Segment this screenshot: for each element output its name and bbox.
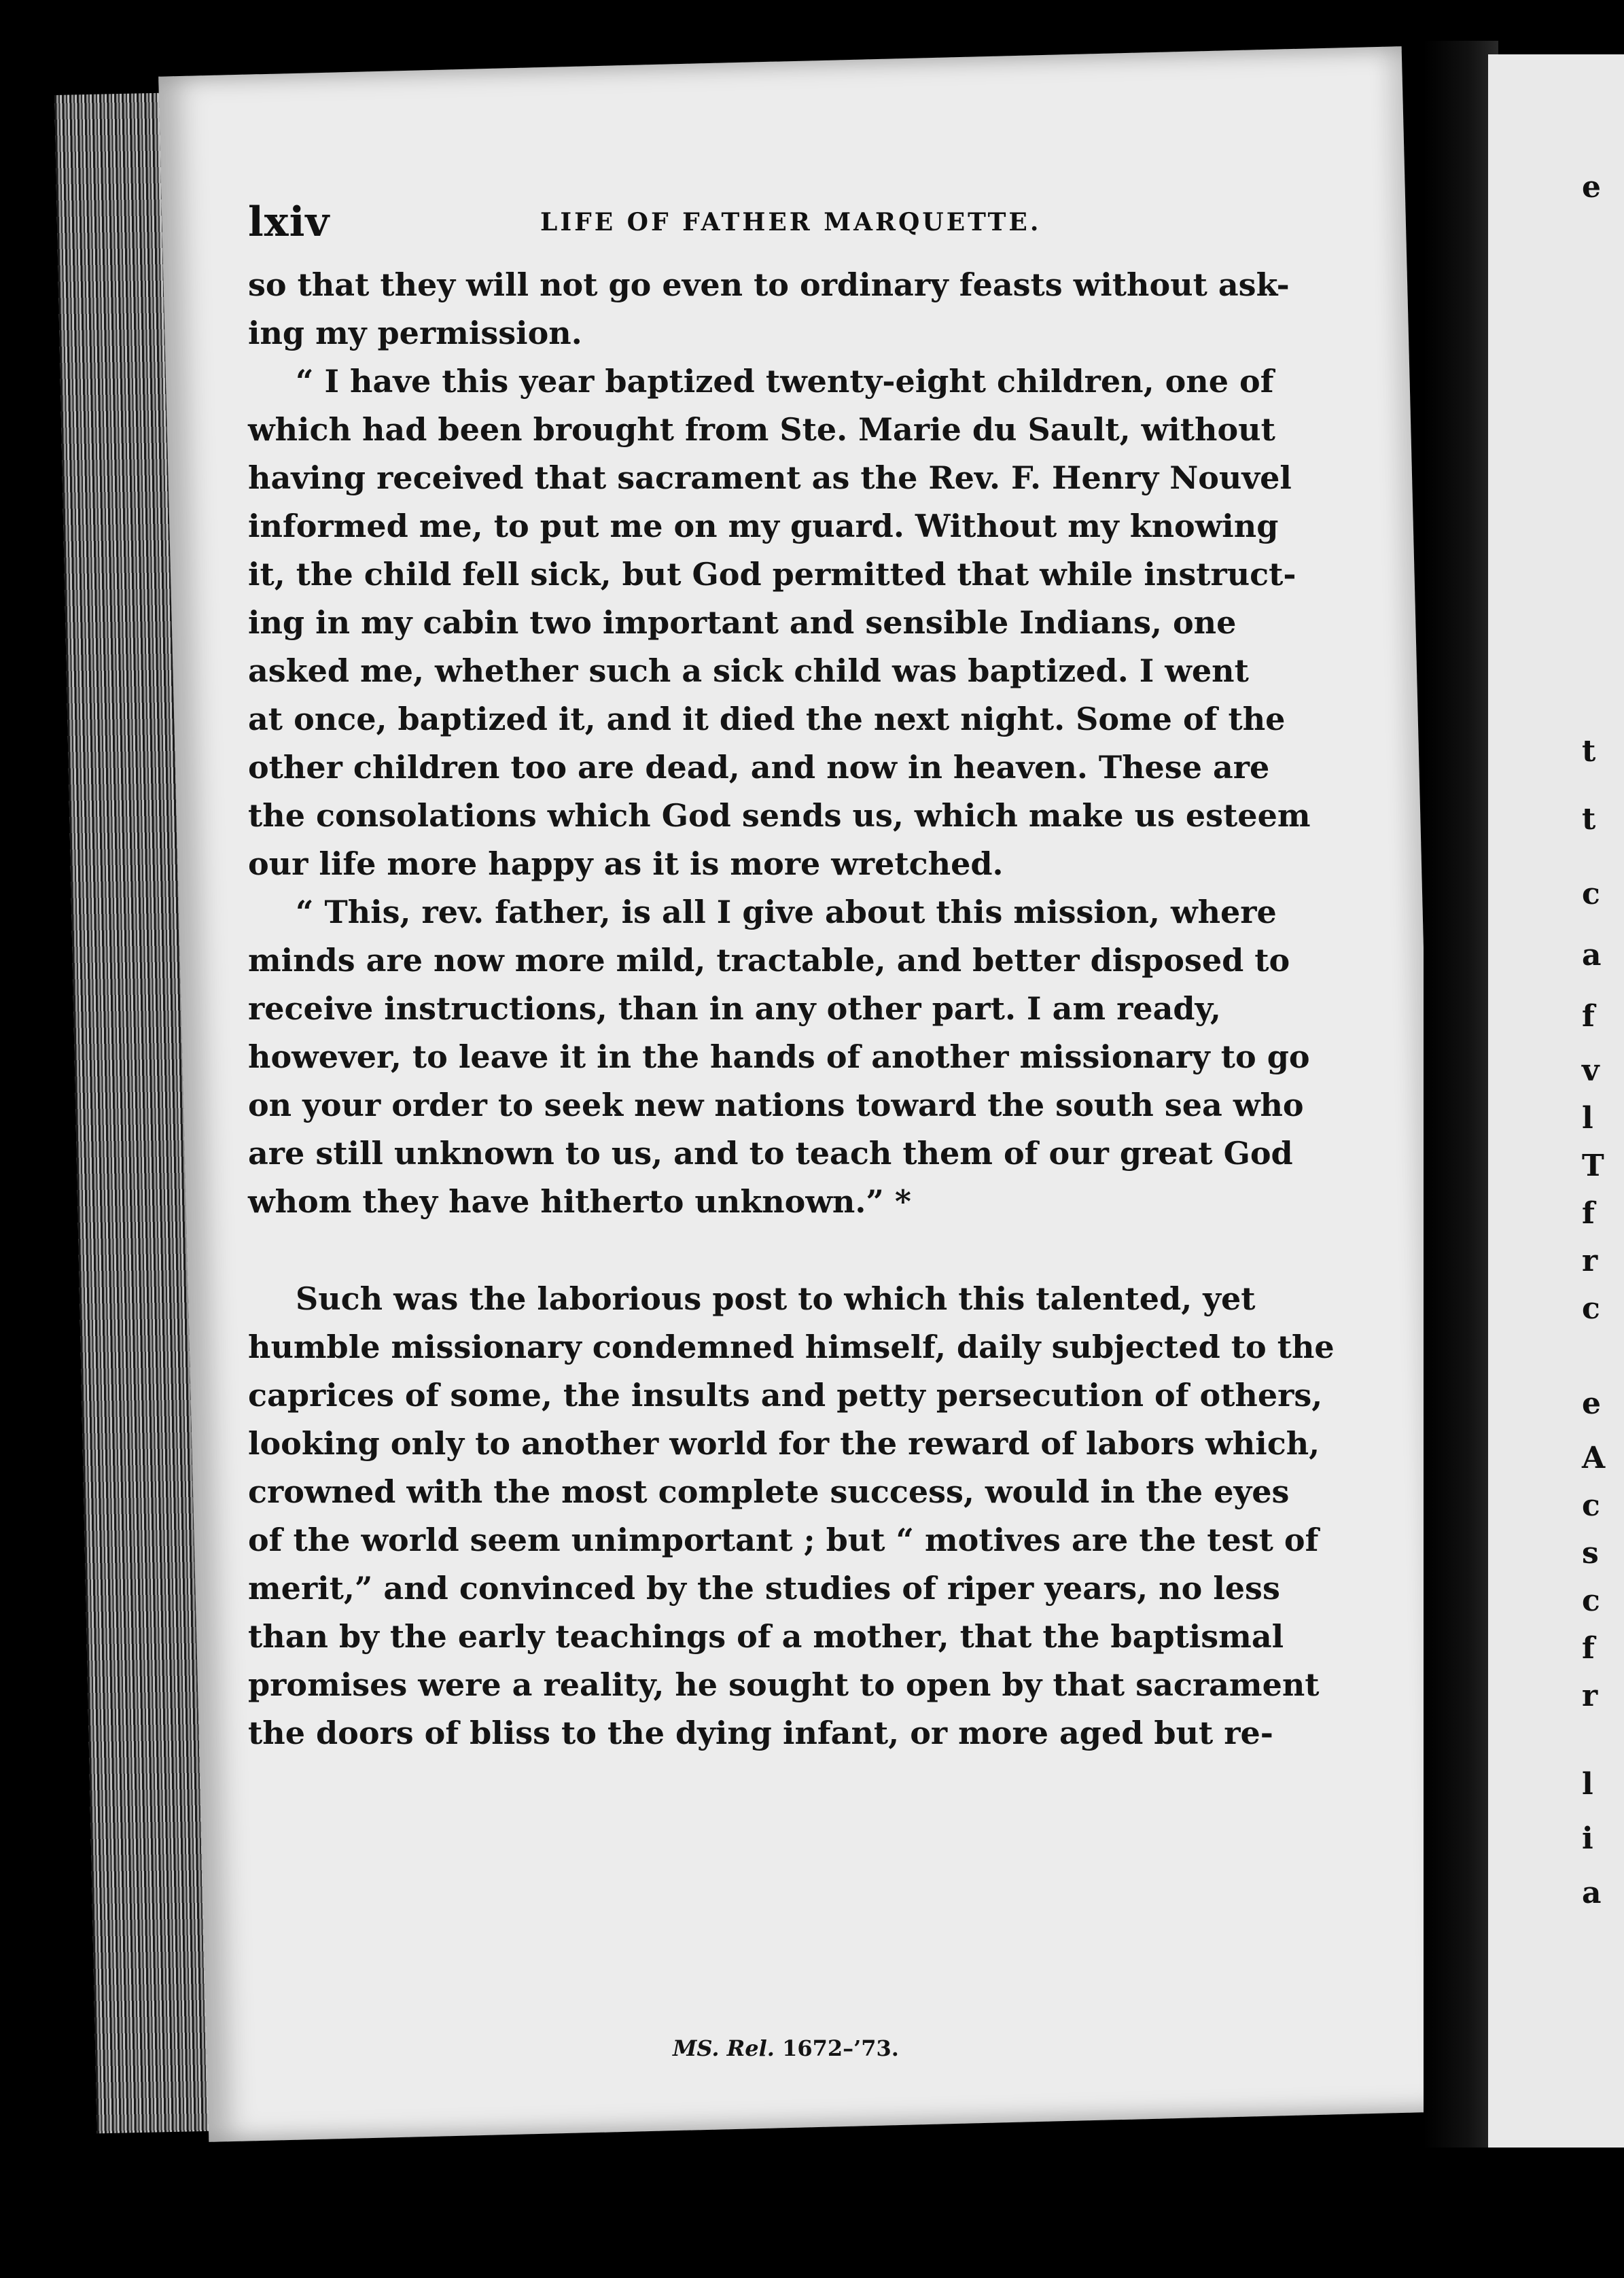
text-line: promises were a reality, he sought to open by that sacrament — [248, 1666, 1320, 1703]
next-page-letter: e — [1582, 1386, 1601, 1421]
paragraph — [248, 1275, 1335, 1757]
text-line: Such was the laborious post to which this talented, yet — [296, 1280, 1256, 1317]
page-number: lxiv — [248, 198, 330, 246]
next-page-letter: a — [1582, 938, 1602, 972]
text-line: informed me, to put me on my guard. Without my knowing — [248, 508, 1279, 544]
text-line: caprices of some, the insults and petty persecution of others, — [248, 1377, 1323, 1414]
next-page-letter: c — [1582, 1291, 1600, 1326]
paragraph — [248, 357, 1311, 888]
next-page-letter: c — [1582, 877, 1600, 911]
text-line: our life more happy as it is more wretched. — [248, 845, 1004, 882]
next-page-letter: T — [1582, 1149, 1604, 1183]
running-title: LIFE OF FATHER MARQUETTE. — [540, 208, 1042, 236]
text-line: the consolations which God sends us, which make us esteem — [248, 797, 1311, 834]
paragraph — [248, 888, 1310, 1226]
next-page-edge — [1488, 54, 1624, 2148]
next-page-letter: f — [1582, 1196, 1595, 1231]
next-page-letter: e — [1582, 170, 1601, 205]
text-line: are still unknown to us, and to teach them of our great God — [248, 1135, 1293, 1172]
text-line: humble missionary condemned himself, daily subjected to the — [248, 1329, 1335, 1365]
footnote — [673, 2035, 899, 2061]
text-line: however, to leave it in the hands of another missionary to go — [248, 1038, 1310, 1075]
text-line: which had been brought from Ste. Marie du Sault, without — [248, 411, 1275, 448]
footnote-source: MS. Rel. — [673, 2035, 775, 2061]
text-line: on your order to seek new nations toward the south sea who — [248, 1087, 1304, 1123]
text-line: looking only to another world for the reward of labors which, — [248, 1425, 1320, 1462]
text-line: receive instructions, than in any other part. I am ready, — [248, 990, 1221, 1027]
text-line: so that they will not go even to ordinary feasts without ask- — [248, 266, 1290, 303]
text-line: than by the early teachings of a mother, that the baptismal — [248, 1618, 1284, 1655]
text-line: it, the child fell sick, but God permitted that while instruct- — [248, 556, 1296, 593]
next-page-letter: l — [1582, 1101, 1593, 1136]
next-page-letter: l — [1582, 1767, 1593, 1802]
next-page-letter: r — [1582, 1679, 1598, 1713]
text-line: ing in my cabin two important and sensible Indians, one — [248, 604, 1237, 641]
text-line: whom they have hitherto unknown.” * — [248, 1183, 911, 1220]
text-line: ing my permission. — [248, 315, 582, 351]
text-line: other children too are dead, and now in heaven. These are — [248, 749, 1270, 786]
text-line: of the world seem unimportant ; but “ motives are the test of — [248, 1522, 1319, 1558]
text-line: the doors of bliss to the dying infant, or more aged but re- — [248, 1715, 1273, 1751]
next-page-letter: c — [1582, 1488, 1600, 1523]
next-page-letter: c — [1582, 1583, 1600, 1618]
body-text — [248, 261, 1335, 1757]
spine-gutter — [1424, 41, 1498, 2148]
next-page-letter: s — [1582, 1536, 1599, 1571]
paragraph — [248, 261, 1290, 357]
running-head — [248, 198, 1517, 246]
next-page-letter: r — [1582, 1244, 1598, 1278]
text-line: “ I have this year baptized twenty-eight children, one of — [296, 363, 1274, 400]
next-page-letter: i — [1582, 1821, 1593, 1856]
next-page-letter: a — [1582, 1876, 1602, 1910]
text-line: crowned with the most complete success, would in the eyes — [248, 1473, 1290, 1510]
text-line: at once, baptized it, and it died the next night. Some of the — [248, 701, 1286, 737]
next-page-letter: f — [1582, 1631, 1595, 1666]
text-line: having received that sacrament as the Rev. F. Henry Nouvel — [248, 459, 1292, 496]
next-page-letter: v — [1582, 1053, 1600, 1088]
next-page-letter: A — [1582, 1441, 1606, 1475]
next-page-letter: t — [1582, 802, 1596, 837]
text-line: asked me, whether such a sick child was baptized. I went — [248, 652, 1249, 689]
footnote-years: 1672–’73. — [782, 2035, 899, 2061]
next-page-letter: t — [1582, 734, 1596, 769]
section-break — [248, 1226, 1193, 1275]
text-line: “ This, rev. father, is all I give about this mission, where — [296, 894, 1277, 930]
text-line: minds are now more mild, tractable, and better disposed to — [248, 942, 1290, 979]
next-page-letter: f — [1582, 999, 1595, 1034]
text-line: merit,” and convinced by the studies of riper years, no less — [248, 1570, 1280, 1607]
